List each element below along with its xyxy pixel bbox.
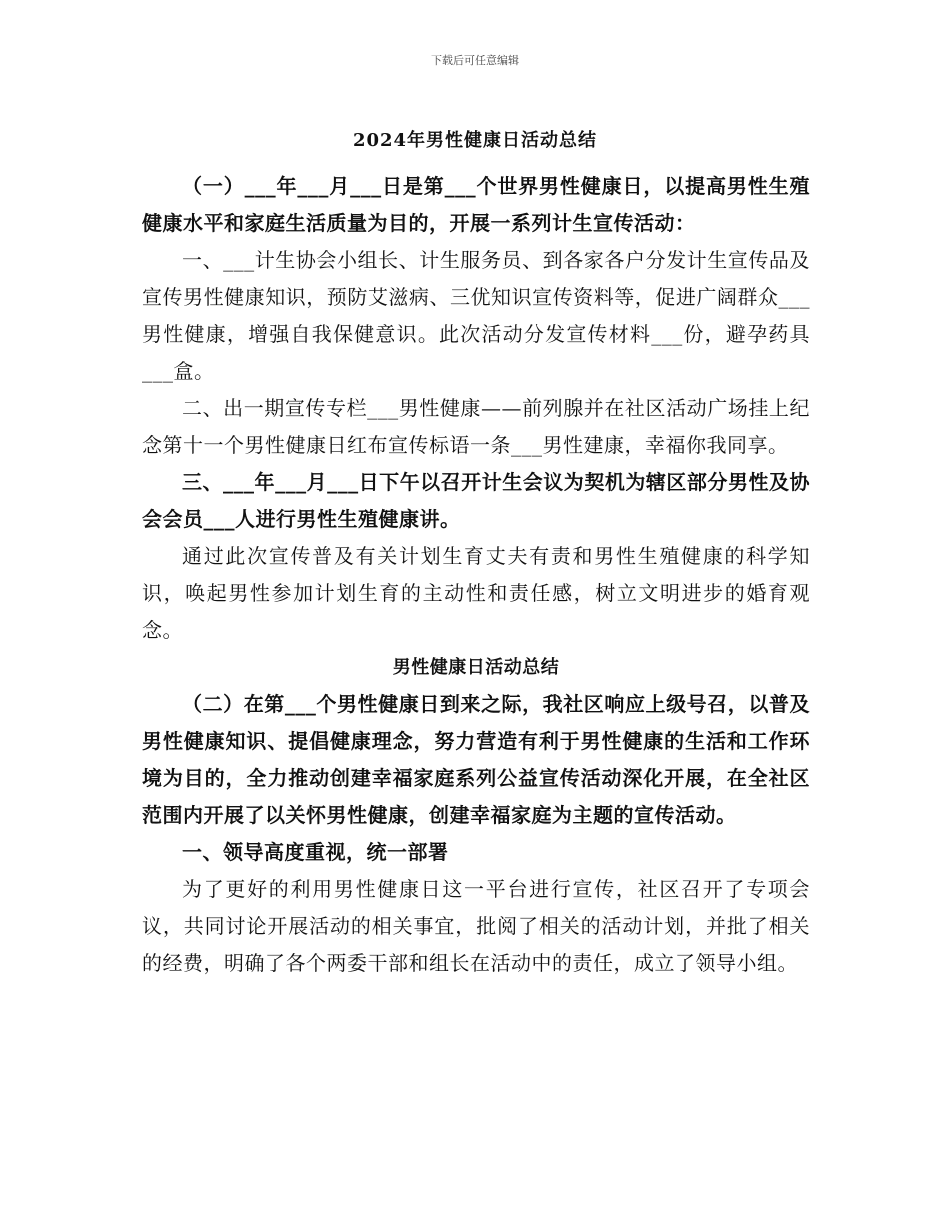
paragraph-item-2: 二、出一期宣传专栏___男性健康——前列腺并在社区活动广场挂上纪念第十一个男性健康日红布宣传标语一条___男性建康，幸福你我同享。 [142,396,810,457]
page-header: 下载后可任意编辑 [431,54,519,67]
document-title: 2024年男性健康日活动总结 [352,130,598,151]
section-subtitle: 男性健康日活动总结 [392,657,560,678]
paragraph-intro-2: （二）在第___个男性健康日到来之际，我社区响应上级号召，以普及男性健康知识、提倡健康理念，努力营造有利于男性健康的生活和工作环境为目的，全力推动创建幸福家庭系列公益宣传活动深化开展，在全社区范围内开展了以关怀男性健康，创建幸福家庭为主题的宣传活动。 [142,692,810,827]
document-body [142,168,810,982]
paragraph-conclusion-1: 通过此次宣传普及有关计划生育丈夫有责和男性生殖健康的科学知识，唤起男性参加计划生育的主动性和责任感，树立文明进步的婚育观念。 [142,544,810,642]
paragraph-item-1: 一、___计生协会小组长、计生服务员、到各家各户分发计生宣传品及宣传男性健康知识，预防艾滋病、三优知识宣传资料等，促进广阔群众___男性健康，增强自我保健意识。此次活动分发宣传材料___份，避孕药具___盒。 [142,248,810,383]
paragraph-item-3: 三、___年___月___日下午以召开计生会议为契机为辖区部分男性及协会会员___人进行男性生殖健康讲。 [142,470,810,531]
section-heading-1: 一、领导高度重视，统一部署 [182,840,449,864]
paragraph-intro-1: （一）___年___月___日是第___个世界男性健康日，以提高男性生殖健康水平和家庭生活质量为目的，开展一系列计生宣传活动： [142,174,810,235]
paragraph-section-1: 为了更好的利用男性健康日这一平台进行宣传，社区召开了专项会议，共同讨论开展活动的相关事宜，批阅了相关的活动计划，并批了相关的经费，明确了各个两委干部和组长在活动中的责任，成立了领导小组。 [142,877,810,975]
